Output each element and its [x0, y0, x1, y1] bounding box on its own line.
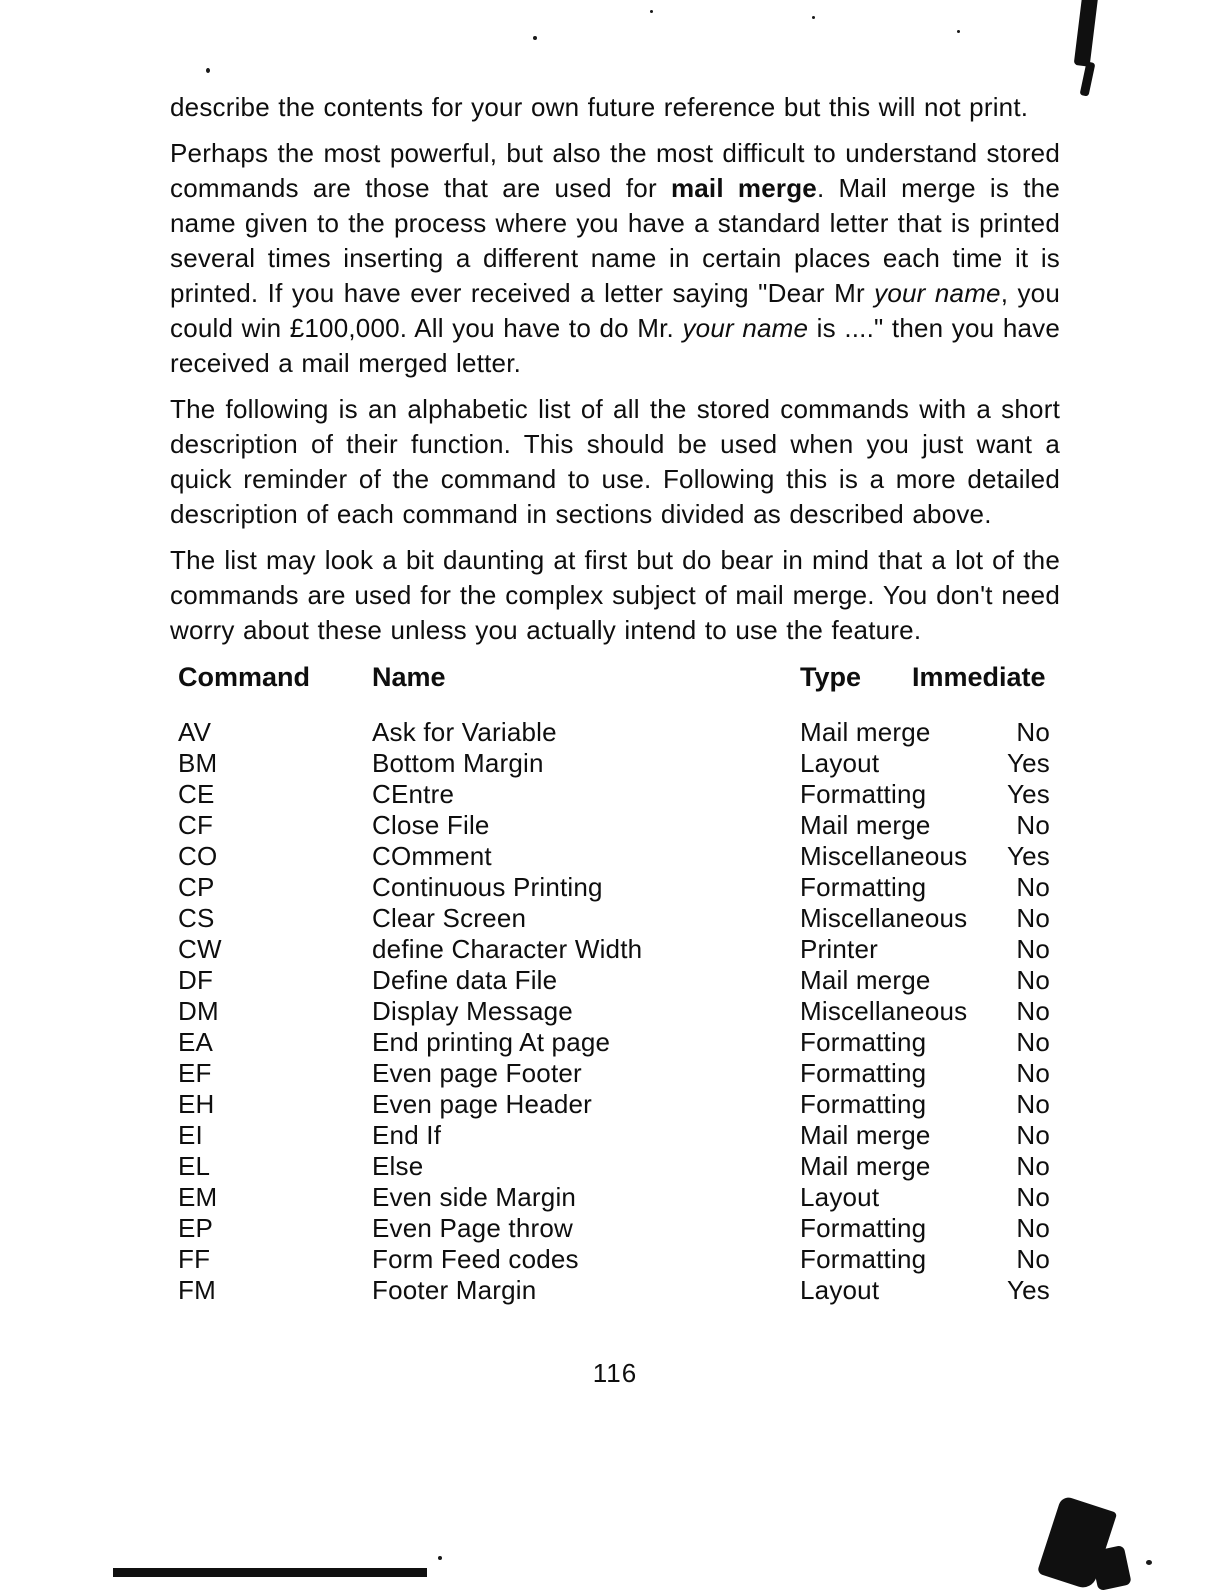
- header-name: Name: [372, 662, 446, 692]
- cell-name: Ask for Variable: [372, 717, 557, 747]
- cell-command: CF: [178, 810, 214, 840]
- paragraph: [170, 90, 1060, 125]
- table-row: [170, 1213, 1060, 1244]
- scan-speck: [206, 68, 210, 73]
- cell-command: EA: [178, 1027, 214, 1057]
- table-row: [170, 717, 1060, 748]
- cell-name: COmment: [372, 841, 492, 871]
- table-row: [170, 1275, 1060, 1306]
- text-segment: your name: [874, 278, 1001, 308]
- table-row: [170, 934, 1060, 965]
- cell-command: EI: [178, 1120, 203, 1150]
- table-row: [170, 996, 1060, 1027]
- cell-type: Formatting: [800, 1244, 927, 1274]
- cell-name: Continuous Printing: [372, 872, 603, 902]
- cell-immediate: No: [1016, 965, 1050, 995]
- paragraph: [170, 392, 1060, 532]
- table-row: [170, 872, 1060, 903]
- cell-type: Mail merge: [800, 1120, 931, 1150]
- cell-type: Mail merge: [800, 810, 931, 840]
- cell-name: Even side Margin: [372, 1182, 577, 1212]
- text-segment: , you could win £100,000. All you have to do Mr.: [170, 278, 1060, 343]
- cell-command: DF: [178, 965, 214, 995]
- cell-type: Mail merge: [800, 1151, 931, 1181]
- cell-name: Form Feed codes: [372, 1244, 579, 1274]
- paragraph: [170, 136, 1060, 381]
- cell-type: Formatting: [800, 779, 927, 809]
- table-row: [170, 1089, 1060, 1120]
- cell-type: Layout: [800, 1182, 880, 1212]
- text-segment: Perhaps the most powerful, but also the most difficult to understand stored commands are those that are used for: [170, 138, 1060, 203]
- table-row: [170, 1244, 1060, 1275]
- cell-immediate: Yes: [1006, 1275, 1050, 1305]
- cell-name: Clear Screen: [372, 903, 527, 933]
- cell-name: Else: [372, 1151, 424, 1181]
- scan-artifact-top-right-2: [1080, 61, 1096, 96]
- cell-command: EH: [178, 1089, 215, 1119]
- cell-name: End If: [372, 1120, 442, 1150]
- cell-immediate: No: [1016, 717, 1050, 747]
- cell-type: Printer: [800, 934, 878, 964]
- cell-immediate: Yes: [1006, 841, 1050, 871]
- cell-immediate: Yes: [1006, 748, 1050, 778]
- table-row: [170, 1027, 1060, 1058]
- cell-type: Miscellaneous: [800, 996, 968, 1026]
- scan-speck: [533, 36, 537, 40]
- table-row: [170, 1058, 1060, 1089]
- table-row: [170, 810, 1060, 841]
- cell-name: Define data File: [372, 965, 558, 995]
- table-row: [170, 965, 1060, 996]
- cell-command: CS: [178, 903, 215, 933]
- document-page: [170, 90, 1060, 1389]
- header-type: Type: [800, 662, 862, 692]
- cell-type: Formatting: [800, 1213, 927, 1243]
- cell-command: CW: [178, 934, 222, 964]
- cell-immediate: No: [1016, 1244, 1050, 1274]
- text-segment: is ...." then you have received a mail merged letter.: [170, 313, 1060, 378]
- table-body: [170, 717, 1060, 1306]
- cell-name: End printing At page: [372, 1027, 611, 1057]
- cell-name: Even page Header: [372, 1089, 593, 1119]
- text-segment: your name: [682, 313, 809, 343]
- cell-command: EF: [178, 1058, 212, 1088]
- scan-speck: [1146, 1560, 1152, 1565]
- cell-immediate: No: [1016, 1089, 1050, 1119]
- table-row: [170, 748, 1060, 779]
- cell-command: EL: [178, 1151, 211, 1181]
- paragraph: [170, 543, 1060, 648]
- cell-type: Formatting: [800, 872, 927, 902]
- table-row: [170, 903, 1060, 934]
- text-segment: describe the contents for your own future reference but this will not print.: [170, 92, 1029, 122]
- cell-immediate: No: [1016, 903, 1050, 933]
- table-row: [170, 1151, 1060, 1182]
- table-row: [170, 1120, 1060, 1151]
- cell-command: DM: [178, 996, 219, 1026]
- cell-command: AV: [178, 717, 212, 747]
- page-number: 116: [592, 1358, 638, 1388]
- cell-command: EM: [178, 1182, 218, 1212]
- cell-type: Mail merge: [800, 717, 931, 747]
- header-command: Command: [178, 662, 311, 692]
- table-row: [170, 779, 1060, 810]
- cell-name: Bottom Margin: [372, 748, 544, 778]
- scan-artifact-bottom-bar: [113, 1568, 427, 1577]
- cell-name: Even Page throw: [372, 1213, 574, 1243]
- scan-artifact-top-right: [1074, 0, 1099, 67]
- cell-immediate: No: [1016, 1182, 1050, 1212]
- cell-type: Formatting: [800, 1058, 927, 1088]
- text-segment: The list may look a bit daunting at first but do bear in mind that a lot of the commands are used for the complex subject of mail merge. You don't need worry about these unless you actually intend to use the feature.: [170, 545, 1060, 645]
- cell-immediate: No: [1016, 1213, 1050, 1243]
- scan-speck: [650, 10, 653, 13]
- cell-command: EP: [178, 1213, 214, 1243]
- cell-command: FM: [178, 1275, 216, 1305]
- header-immediate: Immediate: [912, 662, 1046, 692]
- cell-command: CP: [178, 872, 215, 902]
- table-header-row: [170, 662, 1060, 693]
- cell-type: Formatting: [800, 1027, 927, 1057]
- text-segment: The following is an alphabetic list of all the stored commands with a short description of their function. This should be used when you just want a quick reminder of the command to use. Following this is a more detailed description of each command in sections divided as described above.: [170, 394, 1060, 529]
- text-segment: mail merge: [670, 173, 817, 203]
- cell-name: Close File: [372, 810, 490, 840]
- cell-command: CO: [178, 841, 218, 871]
- scan-speck: [957, 30, 960, 33]
- cell-name: Footer Margin: [372, 1275, 537, 1305]
- cell-immediate: No: [1016, 1120, 1050, 1150]
- cell-immediate: No: [1016, 872, 1050, 902]
- cell-immediate: Yes: [1006, 779, 1050, 809]
- text-segment: . Mail merge is the name given to the process where you have a standard letter that is printed several times inserting a different name in certain places each time it is printed. If you have ever received a letter saying "Dear Mr: [170, 173, 1060, 308]
- cell-type: Miscellaneous: [800, 903, 968, 933]
- cell-name: Even page Footer: [372, 1058, 582, 1088]
- cell-name: define Character Width: [372, 934, 643, 964]
- cell-command: BM: [178, 748, 218, 778]
- cell-name: Display Message: [372, 996, 573, 1026]
- scan-speck: [438, 1556, 442, 1560]
- cell-type: Layout: [800, 1275, 880, 1305]
- cell-type: Layout: [800, 748, 880, 778]
- body-paragraphs: [170, 90, 1060, 648]
- scan-artifact-bottom-right-2: [1090, 1545, 1132, 1591]
- cell-immediate: No: [1016, 810, 1050, 840]
- table-row: [170, 1182, 1060, 1213]
- cell-command: FF: [178, 1244, 211, 1274]
- cell-immediate: No: [1016, 934, 1050, 964]
- cell-type: Miscellaneous: [800, 841, 968, 871]
- cell-immediate: No: [1016, 1058, 1050, 1088]
- table-row: [170, 841, 1060, 872]
- cell-immediate: No: [1016, 996, 1050, 1026]
- scan-speck: [812, 16, 815, 19]
- cell-immediate: No: [1016, 1151, 1050, 1181]
- cell-type: Formatting: [800, 1089, 927, 1119]
- cell-immediate: No: [1016, 1027, 1050, 1057]
- cell-command: CE: [178, 779, 215, 809]
- cell-type: Mail merge: [800, 965, 931, 995]
- command-table: [170, 662, 1060, 1306]
- cell-name: CEntre: [372, 779, 455, 809]
